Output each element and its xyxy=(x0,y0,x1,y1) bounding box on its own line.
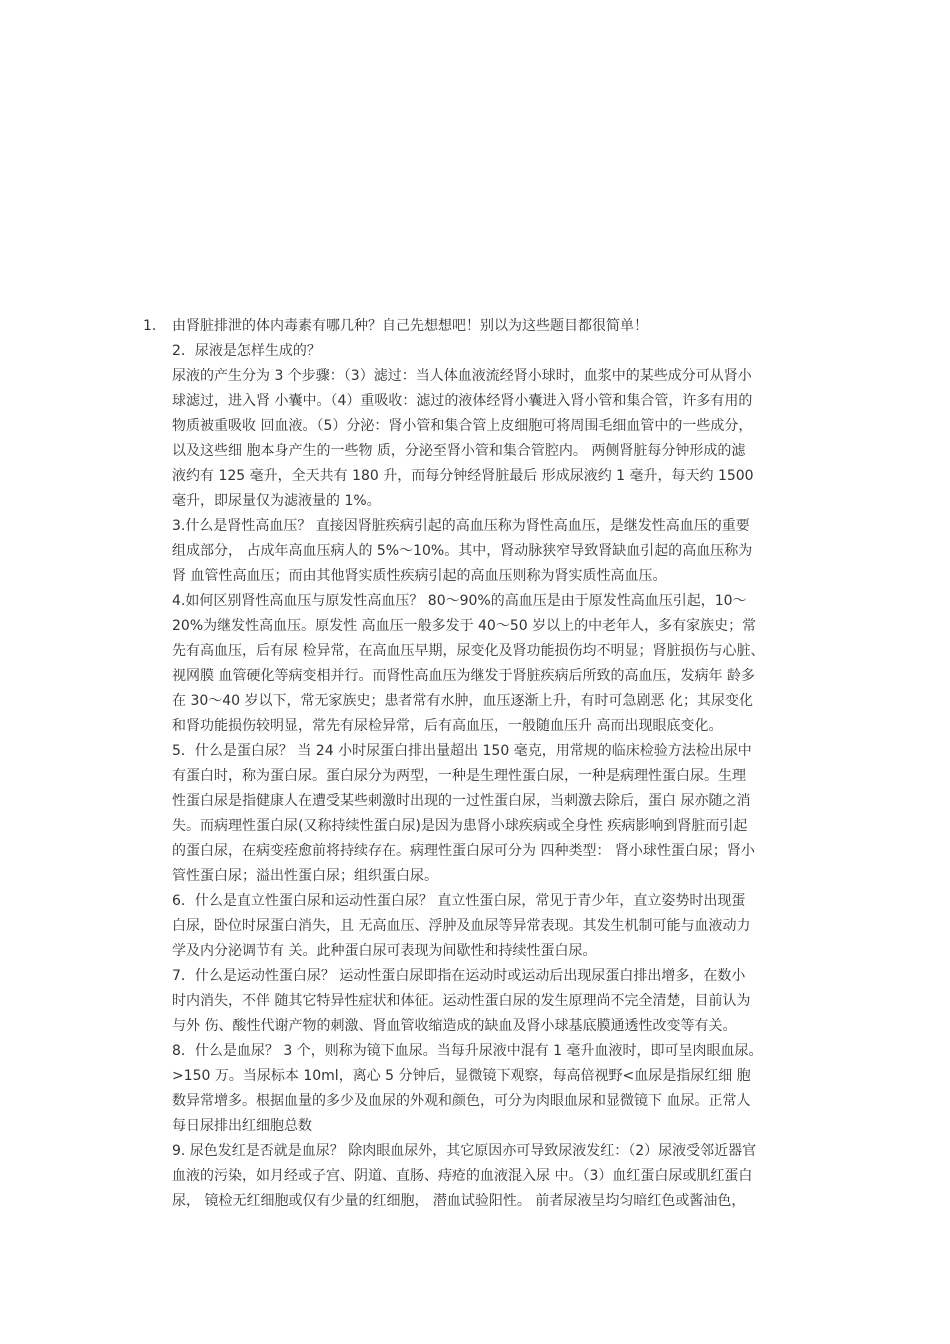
text-line: 先有高血压，后有尿 检异常，在高血压早期，尿变化及肾功能损伤均不明显；肾脏损伤与心脏、 xyxy=(172,643,765,659)
text-line: 20%为继发性高血压。原发性 高血压一般多发于 40～50 岁以上的中老年人，多有家族史；常 xyxy=(172,618,757,634)
text-line: 球滤过，进入肾 小囊中。（4）重吸收：滤过的液体经肾小囊进入肾小管和集合管，许多有用的 xyxy=(172,393,753,409)
text-line: 管性蛋白尿；溢出性蛋白尿；组织蛋白尿。 xyxy=(172,868,438,884)
text-line: 和肾功能损伤较明显，常先有尿检异常，后有高血压，一般随血压升 高而出现眼底变化。 xyxy=(172,718,723,734)
document-body xyxy=(143,314,813,1214)
text-line: 3.什么是肾性高血压？ 直接因肾脏疾病引起的高血压称为肾性高血压，是继发性高血压的重要 xyxy=(172,518,750,534)
text-line: 5．什么是蛋白尿？ 当 24 小时尿蛋白排出量超出 150 毫克，用常规的临床检验方法检出尿中 xyxy=(172,743,752,759)
text-line: 学及内分泌调节有 关。此种蛋白尿可表现为间歇性和持续性蛋白尿。 xyxy=(172,943,597,959)
item-number: 1. xyxy=(143,318,157,334)
text-line: 2．尿液是怎样生成的？ xyxy=(172,343,321,359)
text-line: 毫升，即尿量仅为滤液量的 1%。 xyxy=(172,493,381,509)
text-line: 肾 血管性高血压；而由其他肾实质性疾病引起的高血压则称为肾实质性高血压。 xyxy=(172,568,667,584)
text-block xyxy=(143,339,813,1214)
item-text: 由肾脏排泄的体内毒素有哪几种？自己先想想吧！别以为这些题目都很简单！ xyxy=(172,318,648,334)
text-line: 数异常增多。根据血量的多少及血尿的外观和颜色，可分为肉眼血尿和显微镜下 血尿。正常人 xyxy=(172,1093,751,1109)
text-line: 失。而病理性蛋白尿(又称持续性蛋白尿)是因为患肾小球疾病或全身性 疾病影响到肾脏而引起 xyxy=(172,818,748,834)
text-line: 有蛋白时，称为蛋白尿。蛋白尿分为两型，一种是生理性蛋白尿，一种是病理性蛋白尿。生理 xyxy=(172,768,746,784)
text-line: 尿液的产生分为 3 个步骤：（3）滤过：当人体血液流经肾小球时，血浆中的某些成分可从肾小 xyxy=(172,368,752,384)
text-line: 6．什么是直立性蛋白尿和运动性蛋白尿？ 直立性蛋白尿，常见于青少年，直立姿势时出现蛋 xyxy=(172,893,746,909)
text-line: 的蛋白尿，在病变痊愈前将持续存在。病理性蛋白尿可分为 四种类型： 肾小球性蛋白尿；肾小 xyxy=(172,843,755,859)
text-line: 在 30～40 岁以下，常无家族史；患者常有水肿，血压逐渐上升，有时可急剧恶 化；其尿变化 xyxy=(172,693,753,709)
text-line: 液约有 125 毫升，全天共有 180 升，而每分钟经肾脏最后 形成尿液约 1 毫升，每天约 1500 xyxy=(172,468,754,484)
numbered-item-1 xyxy=(143,314,813,339)
text-line: 尿， 镜检无红细胞或仅有少量的红细胞， 潜血试验阳性。 前者尿液呈均匀暗红色或酱油色， xyxy=(172,1193,746,1209)
text-line: 每日尿排出红细胞总数 xyxy=(172,1118,312,1134)
text-line: 时内消失，不伴 随其它特异性症状和体征。运动性蛋白尿的发生原理尚不完全清楚，目前认为 xyxy=(172,993,751,1009)
text-line: 9. 尿色发红是否就是血尿？ 除肉眼血尿外，其它原因亦可导致尿液发红：（2）尿液受邻近器官 xyxy=(172,1143,757,1159)
text-line: 以及这些细 胞本身产生的一些物 质，分泌至肾小管和集合管腔内。 两侧肾脏每分钟形成的滤 xyxy=(172,443,746,459)
text-line: 视网膜 血管硬化等病变相并行。而肾性高血压为继发于肾脏疾病后所致的高血压，发病年 龄多 xyxy=(172,668,755,684)
text-line: 组成部分， 占成年高血压病人的 5%～10%。其中，肾动脉狭窄导致肾缺血引起的高血压称为 xyxy=(172,543,753,559)
text-line: 8．什么是血尿？ 3 个，则称为镜下血尿。当每升尿液中混有 1 毫升血液时，即可呈肉眼血尿。 xyxy=(172,1043,763,1059)
text-line: >150 万。当尿标本 10ml，离心 5 分钟后，显微镜下观察，每高倍视野<血尿是指尿红细 胞 xyxy=(172,1068,751,1084)
text-line: 4.如何区别肾性高血压与原发性高血压？ 80～90%的高血压是由于原发性高血压引起，10～ xyxy=(172,593,747,609)
text-line: 与外 伤、酸性代谢产物的刺激、肾血管收缩造成的缺血及肾小球基底膜通透性改变等有关。 xyxy=(172,1018,737,1034)
text-line: 7．什么是运动性蛋白尿？ 运动性蛋白尿即指在运动时或运动后出现尿蛋白排出增多，在数小 xyxy=(172,968,746,984)
text-line: 性蛋白尿是指健康人在遭受某些刺激时出现的一过性蛋白尿，当刺激去除后，蛋白 尿亦随之消 xyxy=(172,793,751,809)
text-line: 物质被重吸收 回血液。（5）分泌：肾小管和集合管上皮细胞可将周围毛细血管中的一些成分， xyxy=(172,418,753,434)
text-line: 血液的污染，如月经或子宫、阴道、直肠、痔疮的血液混入尿 中。（3）血红蛋白尿或肌红蛋白 xyxy=(172,1168,753,1184)
text-line: 白尿，卧位时尿蛋白消失，且 无高血压、浮肿及血尿等异常表现。其发生机制可能与血液动力 xyxy=(172,918,751,934)
